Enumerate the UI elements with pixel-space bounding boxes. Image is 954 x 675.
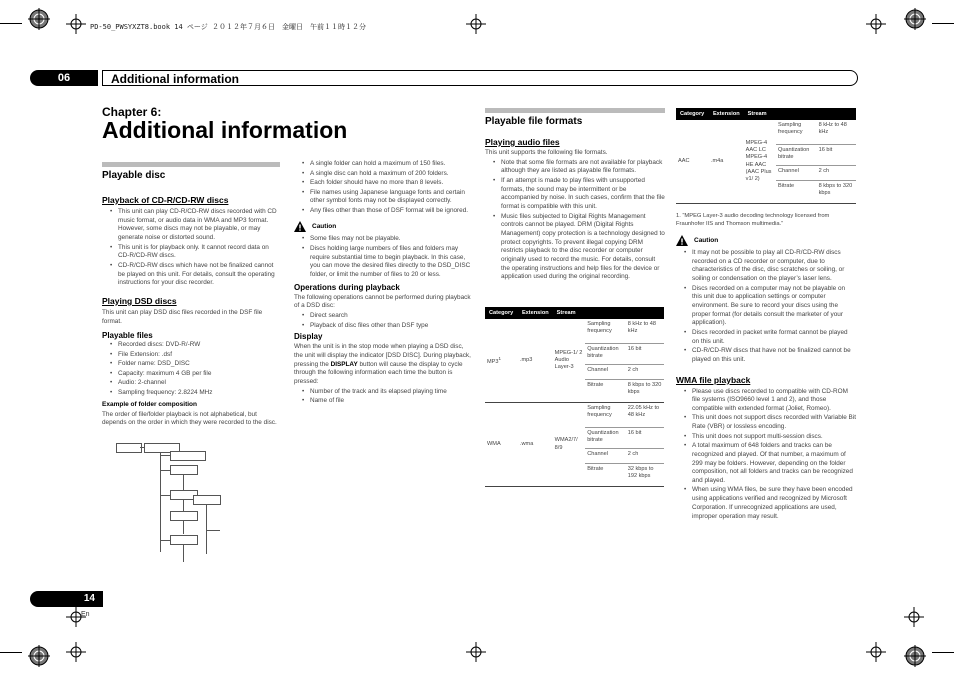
folder-icon: [193, 495, 221, 505]
value-cell: 8 kHz to 48 kHz: [817, 120, 856, 145]
crosshair-icon: [66, 14, 86, 34]
cdr-heading: Playback of CD-R/CD-RW discs: [102, 195, 229, 205]
table-row: [485, 403, 664, 428]
limits-list: [294, 160, 472, 215]
footnote: 1. “MPEG Layer-3 audio decoding technology licensed from Fraunhofer IIS and Thomson multimedia.”: [676, 213, 830, 227]
header-stream: Stream: [553, 307, 664, 319]
property-cell: Quantization bitrate: [585, 428, 626, 449]
header-extension: Extension: [709, 108, 744, 120]
list-item: • This unit does not support multi-session discs.: [692, 433, 856, 442]
column-1: [102, 162, 280, 428]
warning-icon: [676, 235, 688, 246]
list-item: • Playback of disc files other than DSF type: [310, 322, 472, 331]
property-cell: Channel: [776, 166, 817, 181]
stream-cell: WMA2/7/ 8/9: [553, 403, 586, 487]
list-item: • Music files subjected to Digital Rights Management controls cannot be played. DRM (Digital Rights Management) copy protection is a technology designed to protect copyrights. To prevent illegal copying DRM restricts playback to the disc recorder or computer originally used to record the music. For details, consult the operating instructions and help files for the device or application used during the original recording.: [501, 213, 665, 283]
category-cell: WMA: [485, 403, 518, 487]
list-item: • A total maximum of 648 folders and tracks can be recognized and played. Of that number, a maximum of 299 may be folders. However, depending on the folder composition, not all folders and tracks can be recognized and played.: [692, 442, 856, 486]
column-2: [294, 160, 472, 407]
column-3: [485, 108, 665, 283]
value-cell: 8 kbps to 320 kbps: [817, 181, 856, 204]
category-cell: AAC: [676, 120, 709, 204]
value-cell: 2 ch: [626, 365, 664, 380]
header-category: Category: [676, 108, 709, 120]
playable-files-list: [102, 341, 280, 397]
crop-line: [0, 652, 22, 653]
value-cell: 22.05 kHz to 48 kHz: [626, 403, 664, 428]
wma-heading: WMA file playback: [676, 374, 751, 385]
stream-cell: MPEG-1/ 2 Audio Layer-3: [553, 319, 586, 403]
property-cell: Sampling frequency: [776, 120, 817, 145]
list-item: • Some files may not be playable.: [310, 235, 472, 244]
crop-line: [0, 23, 22, 24]
display-button-name: DISPLAY: [330, 360, 358, 368]
property-cell: Quantization bitrate: [776, 145, 817, 166]
root-folder-icon: [116, 443, 142, 453]
header-category: Category: [485, 307, 518, 319]
chapter-label: Chapter 6:: [102, 105, 162, 119]
crosshair-icon: [466, 642, 486, 662]
list-item: • Please use discs recorded to compatible with CD-ROM file systems (ISO9660 level 1 and 2), and those compatible with extended format (Joliet, Romeo).: [692, 388, 856, 414]
list-item: • File names using Japanese language fonts and certain other symbol fonts may not be displayed correctly.: [310, 189, 472, 206]
list-item: • If an attempt is made to play files with unsupported formats, the sound may be intermittent or be accompanied by noise. In such cases, confirm that the file format is compatible with this unit.: [501, 177, 665, 212]
list-item: • Note that some file formats are not available for playback although they are listed as playable file formats.: [501, 159, 665, 176]
extension-cell: .m4a: [709, 120, 744, 204]
print-header: PD-50_PWSYXZT8.book 14 ページ ２０１２年７月６日 金曜日 午前１１時１２分: [90, 23, 367, 31]
playable-files-heading: Playable files: [102, 331, 153, 341]
crosshair-icon: [904, 607, 924, 627]
registration-mark-icon: [904, 8, 926, 30]
crosshair-icon: [866, 642, 886, 662]
extension-cell: .mp3: [518, 319, 553, 403]
list-item: • This unit is for playback only. It cannot record data on CD-R/CD-RW discs.: [118, 244, 280, 261]
header-stream: Stream: [744, 108, 856, 120]
caution-heading: [676, 235, 856, 246]
registration-mark-icon: [28, 8, 50, 30]
stream-cell: MPEG-4 AAC LC MPEG-4 HE AAC (AAC Plus v1/ 2): [744, 120, 776, 204]
folder-tree-diagram: [100, 435, 290, 565]
list-item: • Discs recorded on a computer may not be playable on this unit due to application settings or computer environment. Be sure to record your discs using the proper format (for details consult the marketer of your application).: [692, 285, 856, 329]
audio-text: This unit supports the following file formats.: [485, 149, 608, 156]
value-cell: 16 bit: [817, 145, 856, 166]
value-cell: 8 kbps to 320 kbps: [626, 380, 664, 403]
display-text: When the unit is in the stop mode when playing a DSD disc, the unit will display the indicator [DSD DISC]. During playback, pressing the DISPLAY button will cause the display to cycle through the following information each time the button is pressed:: [294, 343, 471, 386]
property-cell: Channel: [585, 449, 626, 464]
property-cell: Bitrate: [585, 380, 626, 403]
operations-text: The following operations cannot be performed during playback of a DSD disc:: [294, 293, 471, 310]
list-item: • When using WMA files, be sure they have been encoded using applications verified and recognized by Microsoft Corporation. If unrecognized applications are used, improper operation may result.: [692, 486, 856, 521]
list-item: • CD-R/CD-RW discs that have not be finalized cannot be played on this unit.: [692, 347, 856, 364]
folder-example-heading: Example of folder composition: [102, 400, 197, 408]
list-item: • This unit does not support discs recorded with Variable Bit Rate (VBR) or lossless encoding.: [692, 414, 856, 431]
section-bar: [485, 108, 665, 113]
cdr-list: [102, 208, 280, 288]
list-item: • Capacity: maximum 4 GB per file: [118, 370, 280, 379]
file-format-table: [485, 307, 664, 487]
section-heading: Playable disc: [102, 170, 166, 181]
value-cell: 16 bit: [626, 428, 664, 449]
registration-mark-icon: [28, 645, 50, 667]
operations-list: [294, 312, 472, 330]
list-item: • A single disc can hold a maximum of 200 folders.: [310, 170, 472, 179]
crop-line: [932, 23, 954, 24]
section-heading: Playable file formats: [485, 116, 583, 127]
wma-list: [676, 388, 856, 522]
caution-label: Caution: [694, 237, 719, 244]
caution-heading: [294, 221, 472, 232]
list-item: • Number of the track and its elapsed playing time: [310, 388, 472, 397]
property-cell: Bitrate: [585, 464, 626, 487]
list-item: • Audio: 2-channel: [118, 379, 280, 388]
list-item: • Any files other than those of DSF format will be ignored.: [310, 207, 472, 216]
folder-icon: [170, 535, 198, 545]
list-item: • Each folder should have no more than 8 levels.: [310, 179, 472, 188]
page-number: 14: [30, 591, 103, 607]
value-cell: 2 ch: [817, 166, 856, 181]
folder-example-text: The order of file/folder playback is not alphabetical, but depends on the order in which they were recorded to the disc.: [102, 410, 277, 427]
folder-icon: [170, 451, 206, 461]
list-item: • A single folder can hold a maximum of 150 files.: [310, 160, 472, 169]
column-4: [676, 212, 856, 522]
value-cell: 16 bit: [626, 344, 664, 365]
warning-icon: [294, 221, 306, 232]
chapter-title-bar: [102, 70, 858, 86]
crosshair-icon: [66, 642, 86, 662]
operations-heading: Operations during playback: [294, 282, 400, 292]
chapter-number-tab: 06: [30, 70, 98, 86]
property-cell: Sampling frequency: [585, 403, 626, 428]
dsd-heading: Playing DSD discs: [102, 295, 177, 306]
folder-icon: [170, 465, 198, 475]
table-row: [676, 120, 856, 145]
caution-list: [676, 249, 856, 365]
page-title: Additional information: [102, 117, 348, 143]
crosshair-icon: [466, 14, 486, 34]
property-cell: Channel: [585, 365, 626, 380]
caution-list: [294, 235, 472, 279]
crosshair-icon: [866, 14, 886, 34]
table-row: [485, 319, 664, 344]
folder-icon: [170, 511, 198, 521]
property-cell: Quantization bitrate: [585, 344, 626, 365]
audio-heading: Playing audio files: [485, 137, 560, 147]
dsd-text: This unit can play DSD disc files recorded in the DSF file format.: [102, 308, 263, 325]
property-cell: Sampling frequency: [585, 319, 626, 344]
value-cell: 32 kbps to 192 kbps: [626, 464, 664, 487]
list-item: • It may not be possible to play all CD-R/CD-RW discs recorded on a CD recorder or computer, due to characteristics of the disc, disc scratches or soiling, or soiling or condensation on the player’s laser lens.: [692, 249, 856, 284]
crop-line: [932, 652, 954, 653]
list-item: • Recorded discs: DVD-R/-RW: [118, 341, 280, 350]
list-item: • File Extension: .dsf: [118, 351, 280, 360]
display-heading: Display: [294, 332, 323, 342]
audio-list: [485, 159, 665, 282]
list-item: • This unit can play CD-R/CD-RW discs recorded with CD music format, or audio data in WMA and MP3 format. However, some discs may not be playable, or may generate noise or distorted sound.: [118, 208, 280, 243]
value-cell: 8 kHz to 48 kHz: [626, 319, 664, 344]
category-cell: MP3$^1$: [485, 319, 518, 403]
header-extension: Extension: [518, 307, 553, 319]
extension-cell: .wma: [518, 403, 553, 487]
property-cell: Bitrate: [776, 181, 817, 204]
list-item: • Discs holding large numbers of files and folders may require substantial time to begin playback. In this case, you can move the desired files directly to the DSD_DISC folder, or limit the number of files to 20 or less.: [310, 245, 472, 280]
list-item: • Direct search: [310, 312, 472, 321]
value-cell: 2 ch: [626, 449, 664, 464]
aac-format-table: [676, 108, 856, 204]
list-item: • Folder name: DSD_DISC: [118, 360, 280, 369]
list-item: • CD-R/CD-RW discs which have not be finalized cannot be played on this unit. For details, consult the operating instructions for your disc recorder.: [118, 262, 280, 288]
list-item: • Discs recorded in packet write format cannot be played on this unit.: [692, 329, 856, 346]
chapter-title-bar-label: Additional information: [111, 72, 239, 86]
section-bar: [102, 162, 280, 167]
display-list: [294, 388, 472, 406]
language-label: En: [81, 611, 90, 618]
caution-label: Caution: [312, 223, 337, 231]
list-item: • Sampling frequency: 2.8224 MHz: [118, 389, 280, 398]
registration-mark-icon: [904, 645, 926, 667]
list-item: • Name of file: [310, 397, 472, 406]
